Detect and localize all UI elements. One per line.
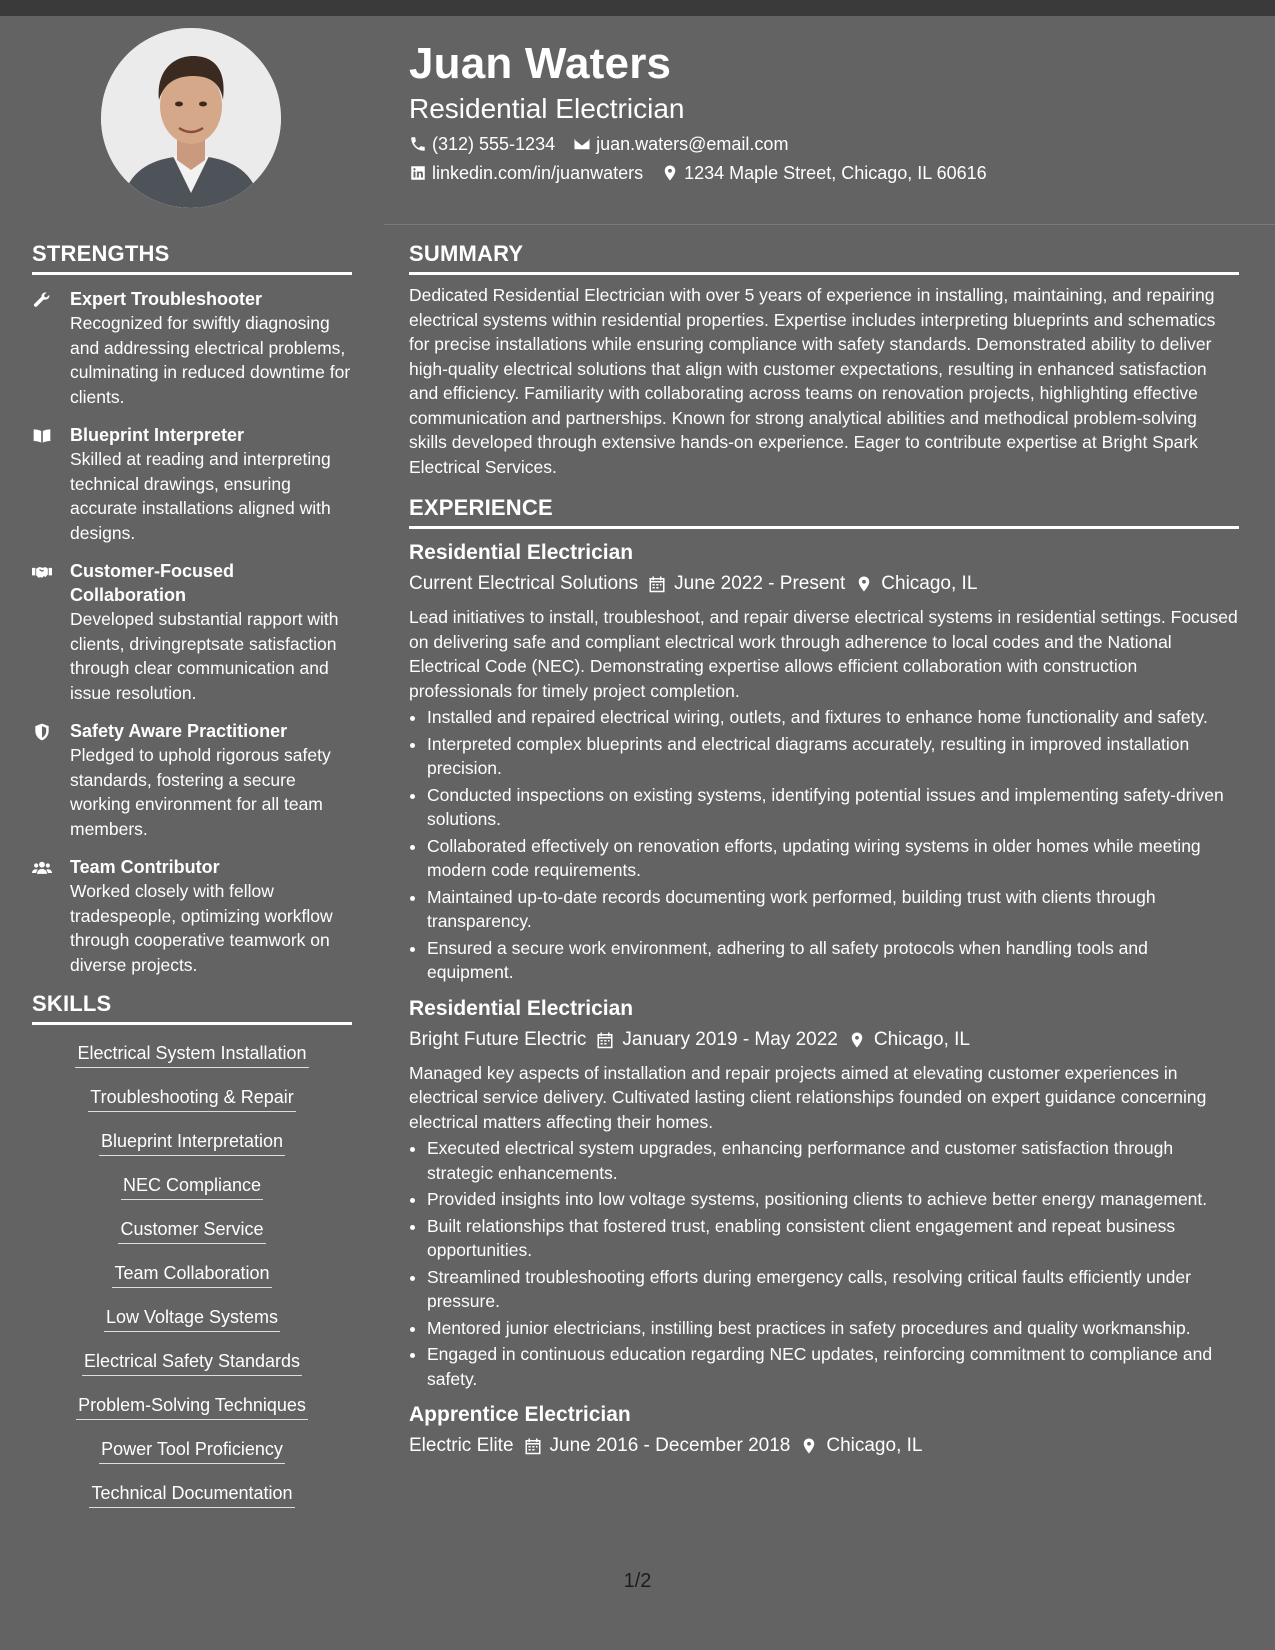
job-description: Lead initiatives to install, troubleshoot, and repair diverse electrical systems in residential settings. Focused on delivering safe and compliant electrical work through adherence to local codes and the National Electrical Code (NEC). Demonstrating expertise allows efficient collaboration with construction professionals for timely project completion. (409, 607, 1238, 701)
skill-tag: NEC Compliance (121, 1173, 263, 1200)
users-icon (32, 858, 52, 878)
bullet-item: • Mentored junior electricians, instilling best practices in safety procedures and quality workmanship. (427, 1316, 1239, 1341)
linkedin-text: linkedin.com/in/juanwaters (432, 162, 644, 183)
wrench-icon (32, 290, 52, 310)
job-meta (409, 1431, 1239, 1461)
shield-icon (32, 722, 52, 742)
calendar-icon (648, 575, 666, 593)
bullet-item: • Conducted inspections on existing systems, identifying potential issues and implementing safety-driven solutions. (427, 783, 1239, 832)
skill-tag: Customer Service (118, 1217, 265, 1244)
bullet-item: • Interpreted complex blueprints and electrical diagrams accurately, resulting in improved installation precision. (427, 732, 1239, 781)
skills-heading: SKILLS (32, 991, 352, 1025)
header-divider (384, 224, 1275, 225)
bullet-item: • Ensured a secure work environment, adhering to all safety protocols when handling tools and equipment. (427, 936, 1239, 985)
skill-tag: Problem-Solving Techniques (76, 1393, 308, 1420)
job-title: Residential Electrician (409, 541, 634, 564)
strength-title: Customer-Focused Collaboration (70, 561, 235, 605)
job-meta (409, 1025, 1239, 1055)
calendar-icon (596, 1031, 614, 1049)
job-entry (409, 995, 1239, 1392)
bullet-item: • Maintained up-to-date records documenting work performed, building trust with clients through transparency. (427, 885, 1239, 934)
skill-tag: Blueprint Interpretation (99, 1129, 285, 1156)
strength-description: Skilled at reading and interpreting technical drawings, ensuring accurate installations aligned with designs. (70, 449, 331, 543)
summary-text: Dedicated Residential Electrician with over 5 years of experience in installing, maintaining, and repairing electrical systems within residential properties. Expertise includes interpreting blueprints and schematics for precise installations while ensuring compliance with safety standards. Demonstrated ability to deliver high-quality electrical solutions that align with customer expectations, resulting in enhanced satisfaction and efficiency. Familiarity with collaborating across teams on renovation projects, highlighting effective communication and partnerships. Known for strong analytical abilities and methodical problem-solving skills developed through extensive hands-on experience. Eager to contribute expertise at Bright Spark Electrical Services. (409, 285, 1216, 477)
strength-item (32, 855, 352, 977)
bullet-item: • Executed electrical system upgrades, enhancing performance and customer satisfaction through strategic enhancements. (427, 1136, 1239, 1185)
strengths-list (32, 287, 352, 977)
envelope-icon (573, 135, 591, 153)
resume-header (409, 40, 1249, 184)
contact-row-2 (409, 163, 1249, 184)
email-text: juan.waters@email.com (596, 133, 789, 154)
handshake-icon (32, 562, 52, 582)
email-contact[interactable] (573, 134, 788, 155)
strength-description: Pledged to uphold rigorous safety standards, fostering a secure working environment for all team members. (70, 745, 331, 839)
bullet-item: • Installed and repaired electrical wiring, outlets, and fixtures to enhance home functionality and safety. (427, 705, 1239, 730)
strengths-heading: STRENGTHS (32, 241, 352, 275)
skills-list (32, 1041, 352, 1508)
job-dates: June 2016 - December 2018 (549, 1435, 791, 1456)
profile-photo (101, 28, 281, 208)
job-location: Chicago, IL (873, 1028, 970, 1050)
strength-title: Expert Troubleshooter (70, 289, 263, 309)
skill-tag: Team Collaboration (112, 1261, 271, 1288)
contact-row-1 (409, 134, 1249, 155)
page-number: 1/2 (623, 1570, 652, 1592)
strength-item (32, 559, 352, 705)
phone-contact[interactable] (409, 134, 555, 155)
bullet-item: • Built relationships that fostered trust, enabling consistent client engagement and repeat business opportunities. (427, 1214, 1239, 1263)
strength-description: Developed substantial rapport with clients, drivingreptsate satisfaction through clear communication and issue resolution. (70, 609, 339, 703)
address-contact (661, 163, 987, 184)
bullet-item: • Provided insights into low voltage systems, positioning clients to achieve better energy management. (427, 1187, 1239, 1212)
map-pin-icon (800, 1437, 818, 1455)
phone-icon (409, 135, 427, 153)
job-location: Chicago, IL (881, 573, 978, 594)
skill-tag: Troubleshooting & Repair (88, 1085, 295, 1112)
job-description: Managed key aspects of installation and repair projects aimed at elevating customer experiences in electrical service delivery. Cultivated lasting client relationships founded on expert guidance concerning electrical matters affecting their homes. (409, 1062, 1207, 1132)
strength-description: Worked closely with fellow tradespeople, optimizing workflow through cooperative teamwork on diverse projects. (70, 881, 333, 975)
linkedin-icon (409, 164, 427, 182)
bullet-item: • Streamlined troubleshooting efforts during emergency calls, resolving critical faults efficiently under pressure. (427, 1265, 1239, 1314)
skill-tag: Low Voltage Systems (104, 1305, 280, 1332)
job-meta (409, 569, 1239, 599)
job-dates: June 2022 - Present (674, 573, 846, 594)
calendar-icon (524, 1437, 542, 1455)
left-column (32, 241, 352, 1525)
strength-title: Safety Aware Practitioner (70, 721, 288, 741)
strength-title: Team Contributor (70, 857, 220, 877)
map-pin-icon (855, 575, 873, 593)
address-text: 1234 Maple Street, Chicago, IL 60616 (684, 162, 987, 183)
job-bullets (409, 705, 1239, 985)
right-column (409, 241, 1239, 1461)
candidate-title: Residential Electrician (409, 93, 685, 125)
top-bar (0, 0, 1275, 16)
map-pin-icon (848, 1031, 866, 1049)
strength-item (32, 423, 352, 545)
skill-tag: Power Tool Proficiency (99, 1437, 285, 1464)
summary-heading: SUMMARY (409, 241, 1239, 275)
job-entry (409, 1401, 1239, 1461)
job-bullets (409, 1136, 1239, 1391)
job-location: Chicago, IL (826, 1435, 923, 1456)
skill-tag: Electrical Safety Standards (82, 1349, 302, 1376)
candidate-name: Juan Waters (409, 39, 672, 88)
phone-text: (312) 555-1234 (432, 133, 556, 154)
skill-tag: Technical Documentation (89, 1481, 294, 1508)
strength-item (32, 719, 352, 841)
skill-tag: Electrical System Installation (75, 1041, 308, 1068)
job-entry (409, 539, 1239, 985)
bullet-item: • Engaged in continuous education regarding NEC updates, reinforcing commitment to compliance and safety. (427, 1342, 1239, 1391)
experience-heading: EXPERIENCE (409, 495, 1239, 529)
linkedin-contact[interactable] (409, 163, 643, 184)
strength-title: Blueprint Interpreter (70, 425, 245, 445)
job-dates: January 2019 - May 2022 (622, 1028, 838, 1050)
map-pin-icon (661, 164, 679, 182)
job-title: Residential Electrician (409, 996, 634, 1020)
bullet-item: • Collaborated effectively on renovation efforts, updating wiring systems in older homes while meeting modern code requirements. (427, 834, 1239, 883)
book-icon (32, 426, 52, 446)
job-company: Current Electrical Solutions (409, 573, 639, 594)
job-company: Bright Future Electric (409, 1028, 587, 1050)
strength-item (32, 287, 352, 409)
strength-description: Recognized for swiftly diagnosing and addressing electrical problems, culminating in reduced downtime for clients. (70, 313, 351, 407)
job-company: Electric Elite (409, 1435, 514, 1456)
job-title: Apprentice Electrician (409, 1403, 631, 1426)
